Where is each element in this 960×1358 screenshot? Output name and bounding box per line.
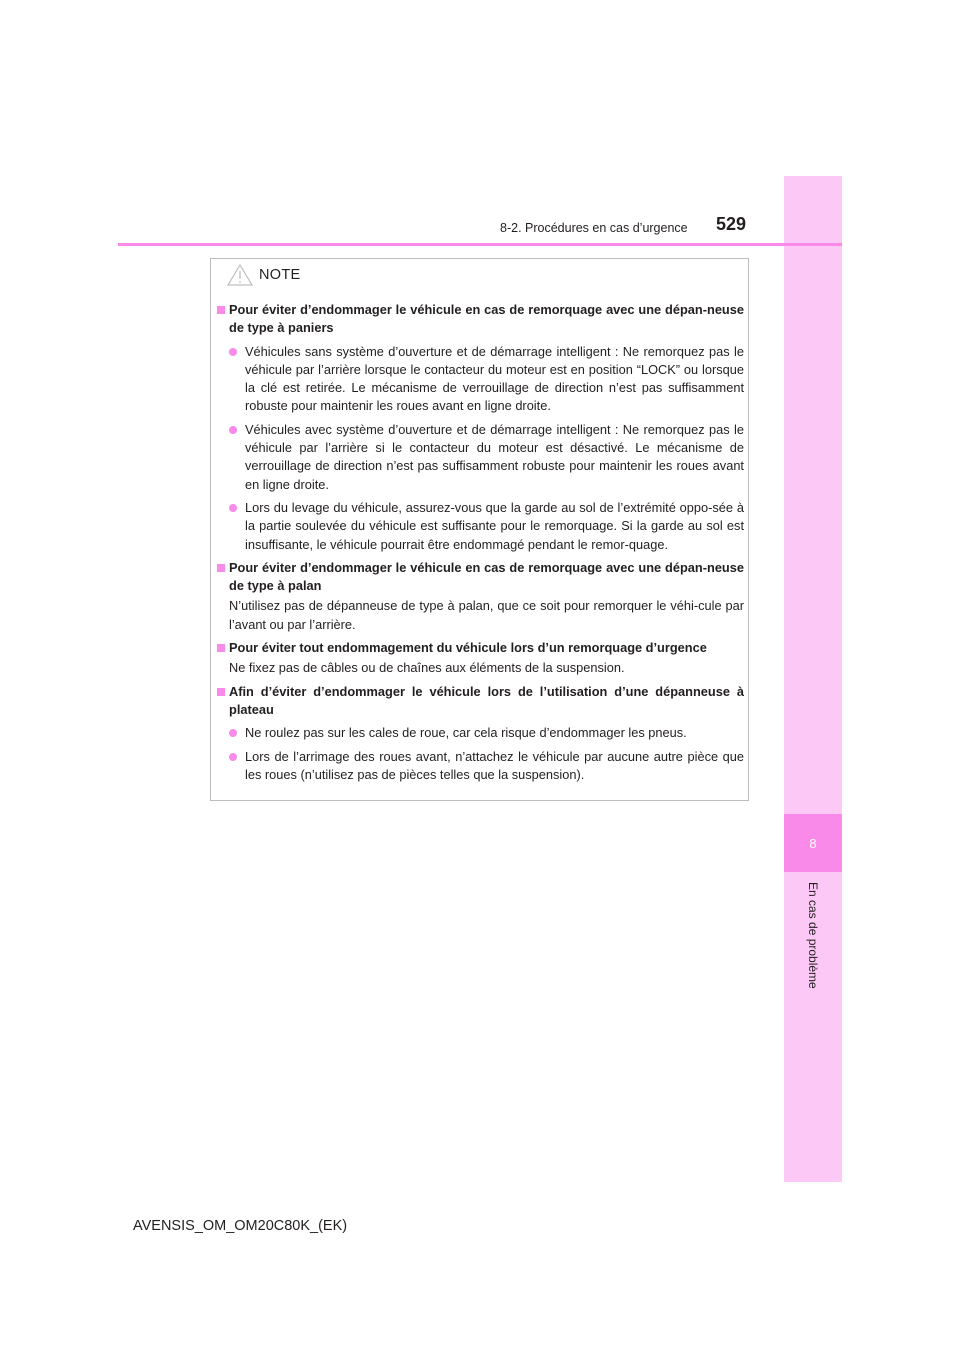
round-bullet-icon bbox=[229, 348, 237, 356]
note-heading: Pour éviter tout endommagement du véhicule lors d’un remorquage d’urgence bbox=[217, 639, 744, 657]
document-code: AVENSIS_OM_OM20C80K_(EK) bbox=[133, 1218, 348, 1234]
note-paragraph: N’utilisez pas de dépanneuse de type à palan, que ce soit pour remorquer le véhi-cule par l’avant ou par l’arrière. bbox=[229, 598, 744, 632]
note-bullet: Lors du levage du véhicule, assurez-vous que la garde au sol de l’extrémité oppo-sée à la partie soulevée du véhicule est suffisante pour le remorquage. Si la garde au sol est insuffisante, le véhicule pourrait être endommagé pendant le remor-quage. bbox=[229, 499, 744, 554]
note-bullet: Véhicules sans système d’ouverture et de démarrage intelligent : Ne remorquez pas le véhicule par l’arrière lorsque le contacteur du moteur est en position “LOCK” ou lorsque la clé est retirée. Le mécanisme de verrouillage de direction n’est pas suffisamment robuste pour maintenir les roues avant en ligne droite. bbox=[229, 343, 744, 416]
note-header bbox=[227, 264, 300, 286]
chapter-number: 8 bbox=[784, 814, 842, 872]
chapter-title: En cas de problème bbox=[806, 882, 820, 989]
chapter-side-tab bbox=[784, 176, 842, 1182]
warning-triangle-icon bbox=[227, 264, 253, 286]
round-bullet-icon bbox=[229, 729, 237, 737]
square-bullet-icon bbox=[217, 688, 225, 696]
square-bullet-icon bbox=[217, 644, 225, 652]
note-heading: Afin d’éviter d’endommager le véhicule lors de l’utilisation d’une dépanneuse à plateau bbox=[217, 683, 744, 720]
note-heading: Pour éviter d’endommager le véhicule en cas de remorquage avec une dépan-neuse de type à paniers bbox=[217, 301, 744, 338]
section-title: 8-2. Procédures en cas d’urgence bbox=[500, 221, 688, 235]
note-box bbox=[210, 258, 749, 801]
square-bullet-icon bbox=[217, 306, 225, 314]
round-bullet-icon bbox=[229, 753, 237, 761]
page-number: 529 bbox=[716, 214, 747, 234]
round-bullet-icon bbox=[229, 504, 237, 512]
note-bullet: Lors de l’arrimage des roues avant, n’attachez le véhicule par aucune autre pièce que les roues (n’utilisez pas de pièces telles que la suspension). bbox=[229, 748, 744, 785]
note-body bbox=[217, 301, 744, 784]
round-bullet-icon bbox=[229, 426, 237, 434]
note-bullet: Ne roulez pas sur les cales de roue, car cela risque d’endommager les pneus. bbox=[229, 724, 744, 742]
note-label: NOTE bbox=[259, 267, 301, 283]
note-bullet: Véhicules avec système d’ouverture et de démarrage intelligent : Ne remorquez pas le véhicule par l’arrière si le contacteur du moteur est désactivé. Le mécanisme de verrouillage de direction n’est pas suffisamment robuste pour maintenir les roues avant en ligne droite. bbox=[229, 421, 744, 494]
header-rule bbox=[118, 243, 842, 246]
note-paragraph: Ne fixez pas de câbles ou de chaînes aux éléments de la suspension. bbox=[229, 660, 625, 676]
square-bullet-icon bbox=[217, 564, 225, 572]
note-heading: Pour éviter d’endommager le véhicule en cas de remorquage avec une dépan-neuse de type à palan bbox=[217, 559, 744, 596]
